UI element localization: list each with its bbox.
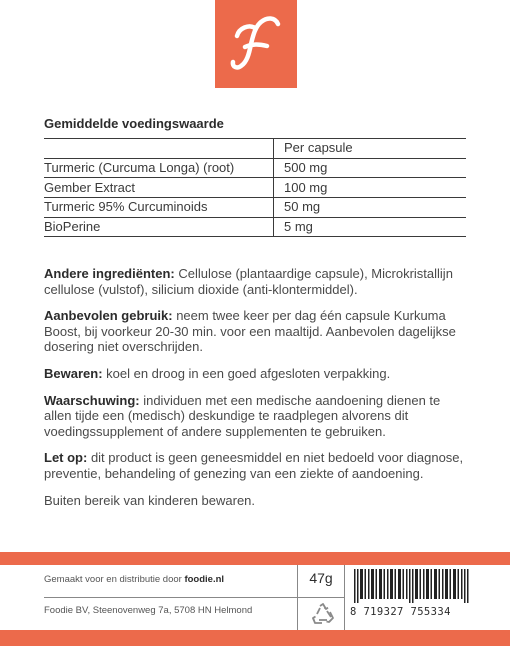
nutrition-title: Gemiddelde voedingswaarde (44, 116, 224, 131)
ingredient-name: Turmeric 95% Curcuminoids (44, 198, 274, 218)
recycle-icon (311, 603, 335, 625)
barcode-number: 8 719327 755334 (350, 606, 451, 618)
ingredients-label: Andere ingrediënten: (44, 266, 175, 281)
warning-paragraph (44, 393, 469, 440)
brand-site: foodie.nl (184, 574, 225, 585)
ingredient-value: 500 mg (274, 158, 467, 178)
note-label: Let op: (44, 450, 88, 466)
ingredient-value: 50 mg (274, 198, 467, 218)
usage-text: neem twee keer per dag één capsule Kurkuma Boost, bij voorkeur 20-30 min. voor een maaltijd. Aanbevolen dagelijkse dosering niet overschrijden. (44, 308, 456, 355)
net-weight: 47g (309, 570, 333, 586)
ingredient-value: 100 mg (274, 178, 467, 198)
foodie-f-icon (215, 0, 297, 88)
warning-label: Waarschuwing: (44, 392, 140, 408)
footer-accent-bar-bottom (0, 630, 510, 646)
distribution-text: Gemaakt voor en distributie door (44, 574, 185, 585)
storage-text: koel en droog in een goed afgesloten verpakking. (102, 365, 391, 381)
storage-label: Bewaren: (44, 365, 103, 381)
table-header-row (44, 139, 466, 159)
ingredient-name: Gember Extract (44, 178, 274, 198)
table-row (44, 217, 466, 237)
footer-divider (297, 597, 344, 598)
footer-divider (44, 597, 297, 598)
note-paragraph (44, 450, 469, 481)
note-text: dit product is geen geneesmiddel en niet bedoeld voor diagnose, preventie, behandeling of genezing van een ziekte of aandoening. (44, 450, 464, 481)
nutrition-table (44, 138, 466, 237)
distribution-line (44, 574, 224, 585)
ingredient-name: BioPerine (44, 217, 274, 237)
ingredient-name: Turmeric (Curcuma Longa) (root) (44, 158, 274, 178)
footer-divider-vertical (344, 565, 345, 630)
ingredients-paragraph (44, 266, 469, 297)
company-address: Foodie BV, Steenovenweg 7a, 5708 HN Helmond (44, 605, 253, 616)
children-paragraph: Buiten bereik van kinderen bewaren. (44, 492, 256, 508)
warning-text: individuen met een medische aandoening dienen te allen tijde een (medisch) deskundige te raadplegen alvorens dit voedingssupplement of andere supplementen te gebruiken. (44, 392, 441, 439)
table-header-empty (44, 139, 274, 159)
label-text-block (44, 266, 469, 519)
usage-paragraph (44, 308, 469, 355)
barcode-image (354, 569, 472, 603)
table-row (44, 178, 466, 198)
footer-accent-bar-top (0, 552, 510, 565)
table-header-per-capsule: Per capsule (274, 139, 467, 159)
storage-paragraph (44, 366, 469, 382)
table-row (44, 158, 466, 178)
ingredient-value: 5 mg (274, 217, 467, 237)
brand-logo (215, 0, 297, 88)
usage-label: Aanbevolen gebruik: (44, 308, 173, 324)
table-row (44, 198, 466, 218)
ingredients-text: Cellulose (plantaardige capsule), Microkristallijn cellulose (vulstof), silicium dioxide (anti-klontermiddel). (44, 266, 453, 297)
